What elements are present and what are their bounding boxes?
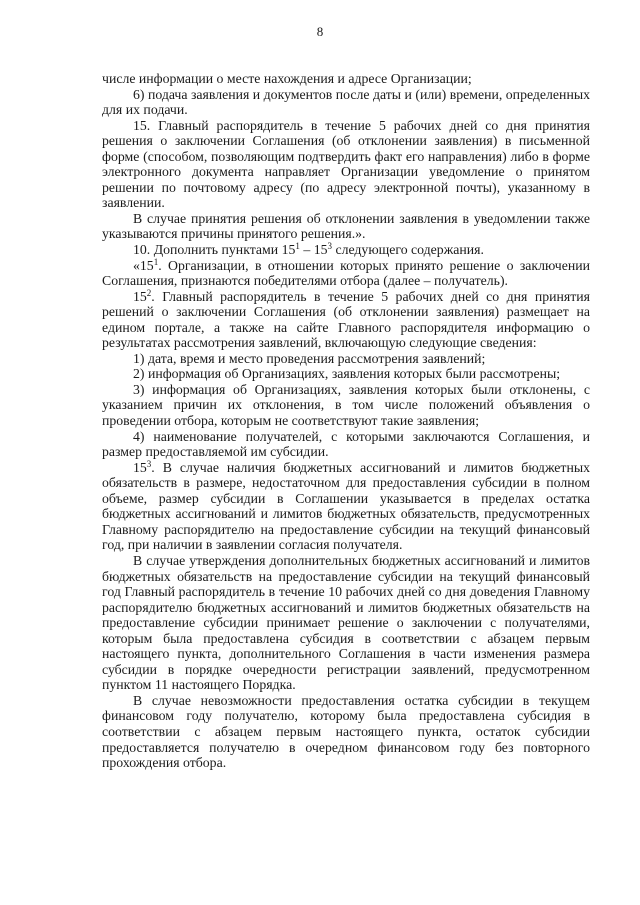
paragraph-p9: 3) информация об Организациях, заявления которых были отклонены, с указанием причин их отклонения, в том числе положений объявления о проведении отбора, которым не соответствуют такие заявления; [102,381,590,429]
superscript: 2 [146,287,152,298]
text-run: следующего содержания. [332,242,484,258]
paragraph-p4 [102,242,590,258]
text-run: . Организации, в отношении которых принято решение о заключении Соглашения, признаются победителями отбора (далее – получатель). [102,257,590,289]
text-run: 15 [133,459,147,475]
document-body [102,71,590,771]
superscript: 3 [327,241,332,252]
paragraph-p11 [102,460,590,553]
paragraph-p12: В случае утверждения дополнительных бюджетных ассигнований и лимитов бюджетных обязательств на предоставление субсидии на текущий финансовый год Главный распорядитель в течение 10 рабочих дней со дня доведения Главному распорядителю бюджетных ассигнований и лимитов бюджетных обязательств на предоставление субсидии принимает решение о заключении с получателями, которым была предоставлена субсидия в соответствии с абзацем первым настоящего пункта, дополнительного Соглашения в части изменения размера субсидии в порядке очередности регистрации заявлений, предусмотренном пунктом 11 настоящего Порядка. [102,552,590,693]
text-run: . Главный распорядитель в течение 5 рабочих дней со дня принятия решений о заключении Соглашения (об отклонении заявления) размещает на едином портале, а также на сайте Главного распорядителя информацию о результатах рассмотрения заявлений, включающую следующие сведения: [102,288,590,351]
paragraph-p8: 2) информация об Организациях, заявления которых были рассмотрены; [133,366,561,382]
text-run: – 15 [299,242,328,258]
text-run: 15 [133,288,147,304]
paragraph-p6 [102,289,590,351]
text-run: «15 [133,257,154,273]
paragraph-p2: 15. Главный распорядитель в течение 5 рабочих дней со дня принятия решения о заключении Соглашения (об отклонении заявления) в письменной форме (способом, позволяющим подтвердить факт его направления) либо в форме электронного документа направляет Организации уведомление о принятом решении по почтовому адресу (по адресу электронной почты), указанному в заявлении. [102,117,590,211]
superscript: 1 [153,256,159,267]
paragraph-p10: 4) наименование получателей, с которыми заключаются Соглашения, и размер предоставляемой им субсидии. [102,428,590,460]
paragraph-p5 [102,258,590,289]
paragraph-p3: В случае принятия решения об отклонении заявления в уведомлении также указываются причины принятого решения.». [102,210,590,242]
superscript: 3 [146,458,152,469]
paragraph-p1: 6) подача заявления и документов после даты и (или) времени, определенных для их подачи. [102,86,590,118]
paragraph-p13: В случае невозможности предоставления остатка субсидии в текущем финансовом году получателю, которому была предоставлена субсидия в соответствии с абзацем первым настоящего пункта, остаток субсидии предоставляется получателю в очередном финансовом году без повторного прохождения отбора. [102,692,590,771]
paragraph-p0: числе информации о месте нахождения и адресе Организации; [102,71,472,86]
text-run: . В случае наличия бюджетных ассигнований и лимитов бюджетных обязательств в размере, недостаточном для предоставления субсидии в полном объеме, размер субсидии в Соглашении указывается в пределах остатка бюджетных ассигнований и лимитов бюджетных обязательств, предусмотренных Главному распорядителю на предоставление субсидии на текущий финансовый год, при наличии в заявлении согласия получателя. [102,459,590,553]
text-run: 10. Дополнить пунктами 15 [133,242,296,258]
paragraph-p7: 1) дата, время и место проведения рассмотрения заявлений; [133,350,486,366]
page-number: 8 [316,24,324,39]
superscript: 1 [295,241,300,252]
